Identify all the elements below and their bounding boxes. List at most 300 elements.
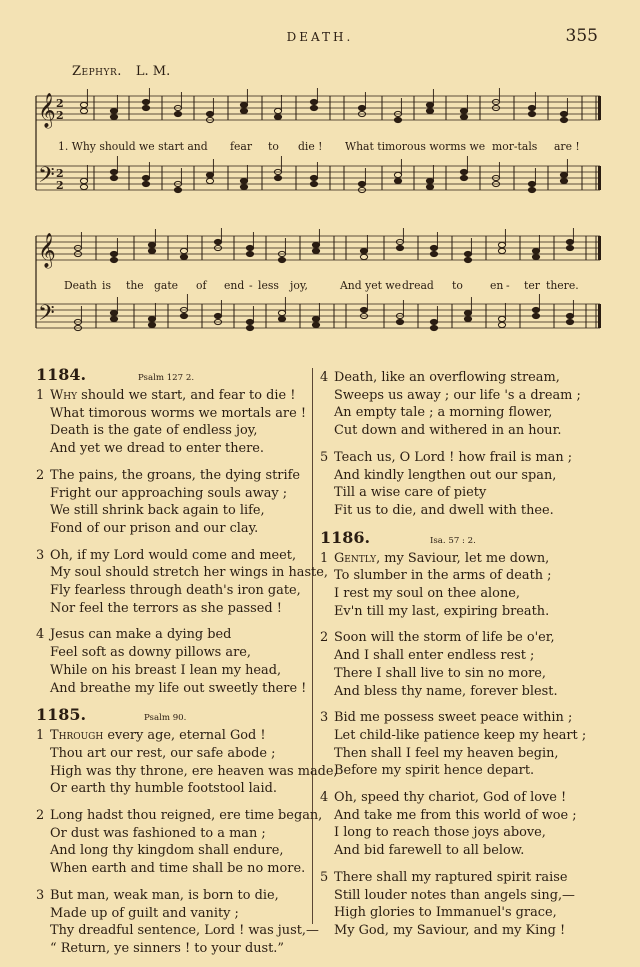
verse-text: Nor feel the terrors as she passed ! <box>50 600 282 616</box>
final-barline <box>598 96 601 120</box>
tune-meter: L. M. <box>135 64 171 79</box>
note-head <box>110 169 117 174</box>
bass-clef: 𝄢 <box>38 301 55 331</box>
note-head <box>110 108 117 113</box>
note-head <box>460 175 467 180</box>
lyric-fragment: en <box>490 279 504 292</box>
note-head <box>532 254 539 259</box>
note-head <box>430 251 437 256</box>
verse-text: Fit us to die, and dwell with thee. <box>334 502 554 518</box>
verse-line <box>36 440 318 458</box>
lyric-fragment: to <box>452 279 463 292</box>
note-head <box>206 111 213 116</box>
verse <box>36 547 328 618</box>
note-head <box>310 175 317 180</box>
lyric-fragment: of <box>196 279 207 292</box>
verse <box>36 626 318 697</box>
verse-number: 4 <box>36 627 45 643</box>
note-head <box>240 178 247 183</box>
verse-text: Till a wise care of piety <box>334 485 487 501</box>
verse-line <box>320 567 602 585</box>
verse-text: Death, like an overflowing stream, <box>334 370 560 385</box>
verse-line <box>320 387 602 405</box>
verse-line <box>36 564 328 582</box>
note-head <box>426 102 433 107</box>
verse-line <box>320 449 602 467</box>
lyric-fragment: - <box>506 279 510 292</box>
note-head <box>430 319 437 324</box>
lyric-fragment: is <box>102 279 111 292</box>
note-head <box>180 254 187 259</box>
time-signature: 2 <box>56 167 64 180</box>
verse-line <box>320 369 602 387</box>
verse-number: 1 <box>320 550 329 566</box>
note-head <box>174 187 181 192</box>
note-head <box>142 175 149 180</box>
verse-text: And I shall enter endless rest ; <box>334 648 535 664</box>
verse-line <box>36 520 318 538</box>
note-head <box>464 310 471 315</box>
lyric-fragment: joy, <box>290 279 308 292</box>
verse-text: Thou art our rest, our safe abode ; <box>50 745 276 761</box>
verse-line <box>36 502 318 520</box>
time-signature: 2 <box>56 109 64 122</box>
verse-text: And bless thy name, forever blest. <box>334 683 558 699</box>
scripture-reference: Isa. 57 : 2. <box>430 535 476 546</box>
note-head <box>80 108 87 113</box>
hymn-verses <box>36 727 338 957</box>
verse-text: Long hadst thou reigned, ere time began, <box>50 808 323 824</box>
verse-text: But man, weak man, is born to die, <box>50 887 279 903</box>
verse-text: And yet we dread to enter there. <box>50 441 265 457</box>
note-head <box>430 245 437 250</box>
verse-text: And bid farewell to all below. <box>334 843 525 859</box>
lyric-fragment: - <box>249 279 253 292</box>
note-head <box>110 310 117 315</box>
verse <box>320 550 602 621</box>
verse-line <box>320 727 602 745</box>
verse <box>320 449 602 520</box>
note-head <box>358 181 365 186</box>
note-head <box>246 319 253 324</box>
verse-text: There I shall live to sin no more, <box>334 665 547 681</box>
verse-text: Sweeps us away ; our life 's a dream ; <box>334 387 581 403</box>
note-head <box>174 111 181 116</box>
lyric-fragment: 1. Why should we start and <box>58 140 208 153</box>
verse-line <box>36 387 318 405</box>
lyric-fragment: to <box>268 140 279 153</box>
verse-line <box>36 582 318 600</box>
music-system-1 <box>34 88 602 216</box>
final-barline <box>598 236 601 260</box>
verse-line <box>36 922 318 940</box>
verse-line <box>320 904 602 922</box>
lyric-fragment: And yet we <box>340 279 401 292</box>
lyric-fragment: ter <box>524 279 540 292</box>
note-head <box>80 102 87 107</box>
verse-line <box>36 662 318 680</box>
note-head <box>460 108 467 113</box>
verse-line <box>320 484 602 502</box>
verse-line <box>36 745 318 763</box>
hymn-verses <box>320 369 602 520</box>
tune-name: Zephyr. <box>72 64 122 79</box>
verse-text: Thy dreadful sentence, Lord ! was just,— <box>50 923 319 939</box>
note-head <box>142 181 149 186</box>
verse-text: We still shrink back again to life, <box>50 503 265 519</box>
verse-text: Bid me possess sweet peace within ; <box>334 710 573 726</box>
bass-clef: 𝄢 <box>38 163 55 193</box>
note-head <box>312 248 319 253</box>
verse-line <box>36 905 318 923</box>
note-head <box>528 111 535 116</box>
note-head <box>566 319 573 324</box>
verse-text: Or dust was fashioned to a man ; <box>50 825 266 841</box>
verse-text: While on his breast I lean my head, <box>50 662 282 678</box>
note-head <box>460 114 467 119</box>
note-head <box>360 307 367 312</box>
hymn-verses <box>36 387 328 697</box>
verse-first-word: Through <box>50 728 104 744</box>
hymn-1185-continued <box>320 369 602 520</box>
note-head <box>240 184 247 189</box>
verse-text: My God, my Saviour, and my King ! <box>334 922 566 938</box>
lyric-fragment: are ! <box>554 140 580 153</box>
note-head <box>426 178 433 183</box>
verse-number: 1 <box>36 728 45 744</box>
hymn-number: 1184. <box>36 365 87 384</box>
verse-text: And long thy kingdom shall endure, <box>50 843 284 859</box>
verse-number: 5 <box>320 449 329 465</box>
verse-text: Soon will the storm of life be o'er, <box>334 630 555 646</box>
note-head <box>532 248 539 253</box>
verse-text: Fly fearless through death's iron gate, <box>50 583 301 599</box>
lyric-fragment: there. <box>546 279 579 292</box>
lyric-fragment: mor-tals <box>492 140 538 153</box>
note-head <box>312 322 319 327</box>
verse-line <box>320 887 602 905</box>
verse-text: To slumber in the arms of death ; <box>334 568 552 584</box>
lyrics-line-2 <box>34 279 602 293</box>
note-head <box>180 313 187 318</box>
final-barline <box>598 304 601 328</box>
lyric-fragment: gate <box>154 279 179 292</box>
note-head <box>274 175 281 180</box>
verse-text: Fright our approaching souls away ; <box>50 485 288 501</box>
verse-text: What timorous worms we mortals are ! <box>50 405 306 421</box>
verse-line <box>36 485 318 503</box>
verse-line <box>36 825 318 843</box>
note-head <box>528 187 535 192</box>
verse-line <box>320 502 602 520</box>
verse-line <box>36 405 318 423</box>
hymn-verses <box>320 550 602 940</box>
verse-line <box>320 422 602 440</box>
verse <box>320 869 602 940</box>
note-head <box>560 172 567 177</box>
note-head <box>498 248 505 253</box>
right-column <box>320 369 602 949</box>
verse-line <box>36 780 318 798</box>
note-head <box>394 117 401 122</box>
note-head <box>274 108 281 113</box>
note-head <box>214 313 221 318</box>
note-head <box>240 108 247 113</box>
lyric-fragment: less <box>258 279 279 292</box>
time-signature: 2 <box>56 179 64 192</box>
verse-text: , my Saviour, let me down, <box>376 550 550 566</box>
lyric-fragment: What timorous worms we <box>345 140 486 153</box>
time-signature: 2 <box>56 97 64 110</box>
verse-text: My soul should stretch her wings in haste, <box>50 565 328 581</box>
note-head <box>560 117 567 122</box>
note-head <box>278 310 285 315</box>
lyric-fragment: end <box>224 279 245 292</box>
note-head <box>206 172 213 177</box>
verse <box>36 387 318 458</box>
scripture-reference: Psalm 90. <box>144 713 187 724</box>
note-head <box>460 169 467 174</box>
note-head <box>278 316 285 321</box>
verse-number: 3 <box>320 710 329 726</box>
verse-line <box>320 745 602 763</box>
hymn-number: 1185. <box>36 705 87 725</box>
verse-text: Ev'n till my last, expiring breath. <box>334 603 550 619</box>
treble-clef: 𝄞 <box>38 93 56 128</box>
note-head <box>498 242 505 247</box>
verse-line <box>36 467 318 485</box>
note-head <box>532 307 539 312</box>
verse-text: High was thy throne, ere heaven was made, <box>50 763 338 779</box>
verse-line <box>320 404 602 422</box>
verse-text: Cut down and withered in an hour. <box>334 423 562 439</box>
hymn-heading <box>320 529 602 548</box>
note-head <box>312 316 319 321</box>
hymn-heading <box>36 366 318 385</box>
note-head <box>142 105 149 110</box>
verse-text: High glories to Immanuel's grace, <box>334 905 557 921</box>
lyric-fragment: fear <box>230 140 252 153</box>
verse-text: Or earth thy humble footstool laid. <box>50 781 277 797</box>
verse-line <box>320 585 602 603</box>
verse <box>320 369 602 440</box>
verse-text: I rest my soul on thee alone, <box>334 586 520 602</box>
verse-line <box>36 842 318 860</box>
note-head <box>180 248 187 253</box>
note-head <box>560 111 567 116</box>
note-head <box>246 245 253 250</box>
verse-text: Made up of guilt and vanity ; <box>50 905 239 921</box>
note-head <box>110 175 117 180</box>
verse-line <box>36 547 318 565</box>
verse <box>320 709 602 780</box>
music-system-2 <box>34 228 602 354</box>
note-head <box>528 181 535 186</box>
verse-line <box>320 647 602 665</box>
final-barline <box>598 166 601 190</box>
verse-first-word: Gently <box>334 550 377 566</box>
note-head <box>214 239 221 244</box>
note-head <box>532 313 539 318</box>
note-head <box>110 114 117 119</box>
hymn-1184 <box>36 365 328 697</box>
note-head <box>426 108 433 113</box>
note-head <box>310 99 317 104</box>
verse-line <box>36 727 318 745</box>
note-head <box>310 105 317 110</box>
hymn-heading <box>36 706 318 725</box>
tune-heading <box>72 64 170 79</box>
verse-line <box>36 887 318 905</box>
verse-number: 4 <box>320 370 329 385</box>
note-head <box>148 242 155 247</box>
note-head <box>80 184 87 189</box>
verse-line <box>36 807 323 825</box>
verse-line <box>36 680 318 698</box>
verse-line <box>36 860 318 878</box>
verse-number: 1 <box>36 388 45 403</box>
verse-line <box>320 467 602 485</box>
verse-text: And breathe my life out sweetly there ! <box>50 680 307 696</box>
verse-text: Before my spirit hence depart. <box>334 763 535 779</box>
verse-text: should we start, and fear to die ! <box>77 388 296 403</box>
note-head <box>396 245 403 250</box>
note-head <box>148 322 155 327</box>
hymn-1186 <box>320 529 602 940</box>
note-head <box>312 242 319 247</box>
note-head <box>278 257 285 262</box>
page-number: 355 <box>565 26 598 46</box>
verse-text: An empty tale ; a morning flower, <box>334 405 553 421</box>
note-head <box>240 102 247 107</box>
note-head <box>142 99 149 104</box>
verse-text: Oh, speed thy chariot, God of love ! <box>334 790 567 806</box>
note-head <box>426 184 433 189</box>
verse-text: Let child-like patience keep my heart ; <box>334 727 587 743</box>
verse-text: Still louder notes than angels sing,— <box>334 887 575 903</box>
note-head <box>110 257 117 262</box>
verse-text: Fond of our prison and our clay. <box>50 520 259 536</box>
hymn-number: 1186. <box>320 527 371 547</box>
note-head <box>110 316 117 321</box>
verse-line <box>320 709 602 727</box>
verse-line <box>320 762 602 780</box>
note-head <box>566 239 573 244</box>
left-column <box>36 365 338 967</box>
verse-line <box>320 665 602 683</box>
verse <box>320 629 602 700</box>
verse <box>36 727 338 798</box>
verse-text: Death is the gate of endless joy, <box>50 423 258 439</box>
verse-text: “ Return, ye sinners ! to your dust.” <box>50 940 284 956</box>
note-head <box>528 105 535 110</box>
verse-line <box>320 807 602 825</box>
note-head <box>274 114 281 119</box>
verse-line <box>320 824 602 842</box>
verse-text: And kindly lengthen out our span, <box>334 467 557 483</box>
verse-text: Then shall I feel my heaven begin, <box>334 745 559 761</box>
verse-number: 3 <box>36 547 45 563</box>
verse <box>36 887 318 958</box>
verse-number: 2 <box>36 808 45 824</box>
note-head <box>246 251 253 256</box>
verse-line <box>320 550 602 568</box>
verse-line <box>36 626 318 644</box>
note-head <box>206 178 213 183</box>
verse-line <box>320 629 602 647</box>
verse-text: The pains, the groans, the dying strife <box>50 467 300 483</box>
verse-text: When earth and time shall be no more. <box>50 861 306 877</box>
note-head <box>148 316 155 321</box>
verse-line <box>320 922 602 940</box>
note-head <box>566 313 573 318</box>
verse-line <box>36 422 318 440</box>
verse-text: Jesus can make a dying bed <box>50 627 232 643</box>
verse-text: Oh, if my Lord would come and meet, <box>50 547 297 563</box>
verse-line <box>320 869 602 887</box>
treble-clef: 𝄞 <box>38 233 56 268</box>
verse-number: 3 <box>36 887 45 903</box>
verse-line <box>320 683 602 701</box>
verse-number: 2 <box>36 467 45 483</box>
verse <box>36 467 318 538</box>
note-head <box>310 181 317 186</box>
note-head <box>464 251 471 256</box>
lyric-fragment: die ! <box>298 140 323 153</box>
verse-line <box>320 789 602 807</box>
verse-text: every age, eternal God ! <box>103 728 266 744</box>
lyric-fragment: the <box>126 279 144 292</box>
verse-number: 5 <box>320 869 329 885</box>
note-head <box>394 178 401 183</box>
scripture-reference: Psalm 127 2. <box>138 373 195 383</box>
verse-text: Feel soft as downy pillows are, <box>50 645 251 661</box>
note-head <box>464 316 471 321</box>
note-head <box>464 257 471 262</box>
note-head <box>360 254 367 259</box>
note-head <box>360 248 367 253</box>
note-head <box>358 105 365 110</box>
note-head <box>246 325 253 330</box>
verse-text: I long to reach those joys above, <box>334 825 546 841</box>
note-head <box>566 245 573 250</box>
hymn-1185 <box>36 705 338 957</box>
verse-number: 4 <box>320 790 329 806</box>
lyric-fragment: dread <box>402 279 434 292</box>
verse-line <box>36 644 318 662</box>
verse-first-word: Why <box>50 388 78 403</box>
note-head <box>148 248 155 253</box>
verse-line <box>36 600 318 618</box>
note-head <box>80 178 87 183</box>
note-head <box>560 178 567 183</box>
verse <box>36 807 323 878</box>
lyric-fragment: Death <box>64 279 97 292</box>
verse-text: Teach us, O Lord ! how frail is man ; <box>334 449 573 465</box>
verse-number: 2 <box>320 630 329 646</box>
note-head <box>498 316 505 321</box>
verse-text: There shall my raptured spirit raise <box>334 869 568 885</box>
lyrics-line-1 <box>34 140 602 154</box>
note-head <box>110 251 117 256</box>
verse-line <box>320 842 602 860</box>
note-head <box>394 172 401 177</box>
verse-line <box>36 763 338 781</box>
note-head <box>498 322 505 327</box>
verse-text: And take me from this world of woe ; <box>334 807 577 823</box>
running-head: DEATH. <box>286 30 354 44</box>
note-head <box>430 325 437 330</box>
